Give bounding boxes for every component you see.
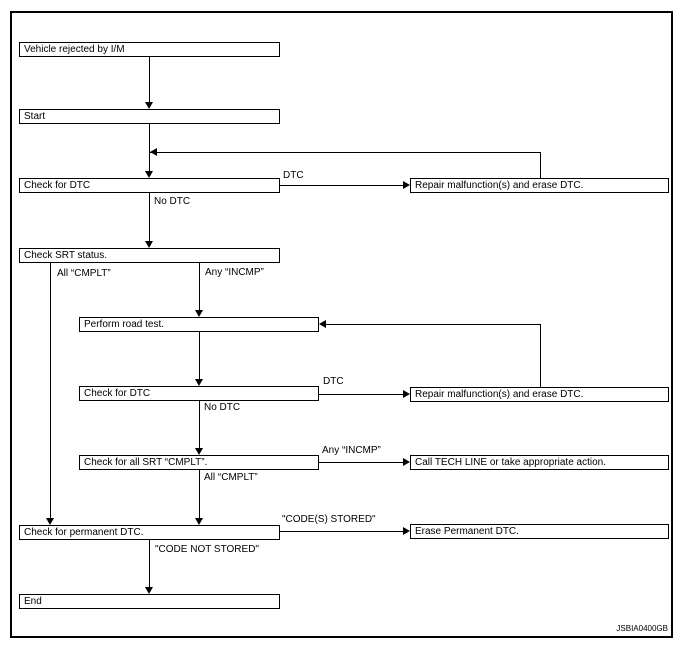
edge-label-dtc-2: DTC bbox=[323, 376, 344, 387]
arrowhead-into-permanent-mid bbox=[195, 518, 203, 525]
connector-dtc1-horiz bbox=[280, 185, 404, 186]
arrowhead-into-checkdtc2 bbox=[195, 379, 203, 386]
edge-label-all-cmplt-2: All “CMPLT” bbox=[204, 472, 258, 483]
node-repair-1: Repair malfunction(s) and erase DTC. bbox=[410, 178, 669, 193]
connector-roadtest-to-checkdtc2 bbox=[199, 332, 200, 381]
arrowhead-into-techline bbox=[403, 458, 410, 466]
node-vehicle-rejected: Vehicle rejected by I/M bbox=[19, 42, 280, 57]
connector-codesstored-horiz bbox=[280, 531, 404, 532]
edge-label-dtc-1: DTC bbox=[283, 170, 304, 181]
arrowhead-feedback1-left bbox=[150, 148, 157, 156]
connector-allcmplt-left-vert bbox=[50, 263, 51, 520]
node-erase-permanent: Erase Permanent DTC. bbox=[410, 524, 669, 539]
arrowhead-into-checkallsrt bbox=[195, 448, 203, 455]
connector-repair2-feedback-vert bbox=[540, 324, 541, 387]
arrowhead-feedback2-left bbox=[319, 320, 326, 328]
node-check-permanent: Check for permanent DTC. bbox=[19, 525, 280, 540]
node-end: End bbox=[19, 594, 280, 609]
edge-label-any-incmp-2: Any “INCMP” bbox=[322, 445, 381, 456]
connector-allcmplt2-vert bbox=[199, 470, 200, 520]
connector-repair2-feedback-horiz bbox=[326, 324, 541, 325]
edge-label-any-incmp-1: Any “INCMP” bbox=[205, 267, 264, 278]
arrowhead-into-checksrt bbox=[145, 241, 153, 248]
connector-anyincmp2-horiz bbox=[319, 462, 404, 463]
connector-dtc2-horiz bbox=[319, 394, 404, 395]
connector-codenotstored-vert bbox=[149, 540, 150, 589]
connector-nodtc2-vert bbox=[199, 401, 200, 450]
node-check-dtc-1: Check for DTC bbox=[19, 178, 280, 193]
arrowhead-into-roadtest bbox=[195, 310, 203, 317]
edge-label-all-cmplt-left: All “CMPLT” bbox=[57, 268, 111, 279]
edge-label-no-dtc-2: No DTC bbox=[204, 402, 241, 413]
node-repair-2: Repair malfunction(s) and erase DTC. bbox=[410, 387, 669, 402]
arrowhead-into-checkdtc1 bbox=[145, 171, 153, 178]
connector-anyincmp1-vert bbox=[199, 263, 200, 312]
arrowhead-into-start bbox=[145, 102, 153, 109]
connector-nodtc1-vert bbox=[149, 193, 150, 243]
arrowhead-into-repair2 bbox=[403, 390, 410, 398]
node-check-dtc-2: Check for DTC bbox=[79, 386, 319, 401]
node-check-srt: Check SRT status. bbox=[19, 248, 280, 263]
arrowhead-into-permanent-left bbox=[46, 518, 54, 525]
node-perform-road-test: Perform road test. bbox=[79, 317, 319, 332]
arrowhead-into-erasepermanent bbox=[403, 527, 410, 535]
edge-label-code-not-stored: "CODE NOT STORED" bbox=[155, 544, 259, 555]
edge-label-no-dtc-1: No DTC bbox=[154, 196, 191, 207]
node-start: Start bbox=[19, 109, 280, 124]
connector-repair1-feedback-horiz bbox=[150, 152, 541, 153]
node-check-all-srt: Check for all SRT “CMPLT”. bbox=[79, 455, 319, 470]
connector-vehicle-to-start bbox=[149, 57, 150, 104]
arrowhead-into-repair1 bbox=[403, 181, 410, 189]
edge-label-codes-stored: "CODE(S) STORED" bbox=[282, 514, 376, 525]
node-call-tech-line: Call TECH LINE or take appropriate action. bbox=[410, 455, 669, 470]
figure-code: JSBIA0400GB bbox=[616, 624, 668, 633]
connector-repair1-feedback-vert bbox=[540, 152, 541, 178]
arrowhead-into-end bbox=[145, 587, 153, 594]
